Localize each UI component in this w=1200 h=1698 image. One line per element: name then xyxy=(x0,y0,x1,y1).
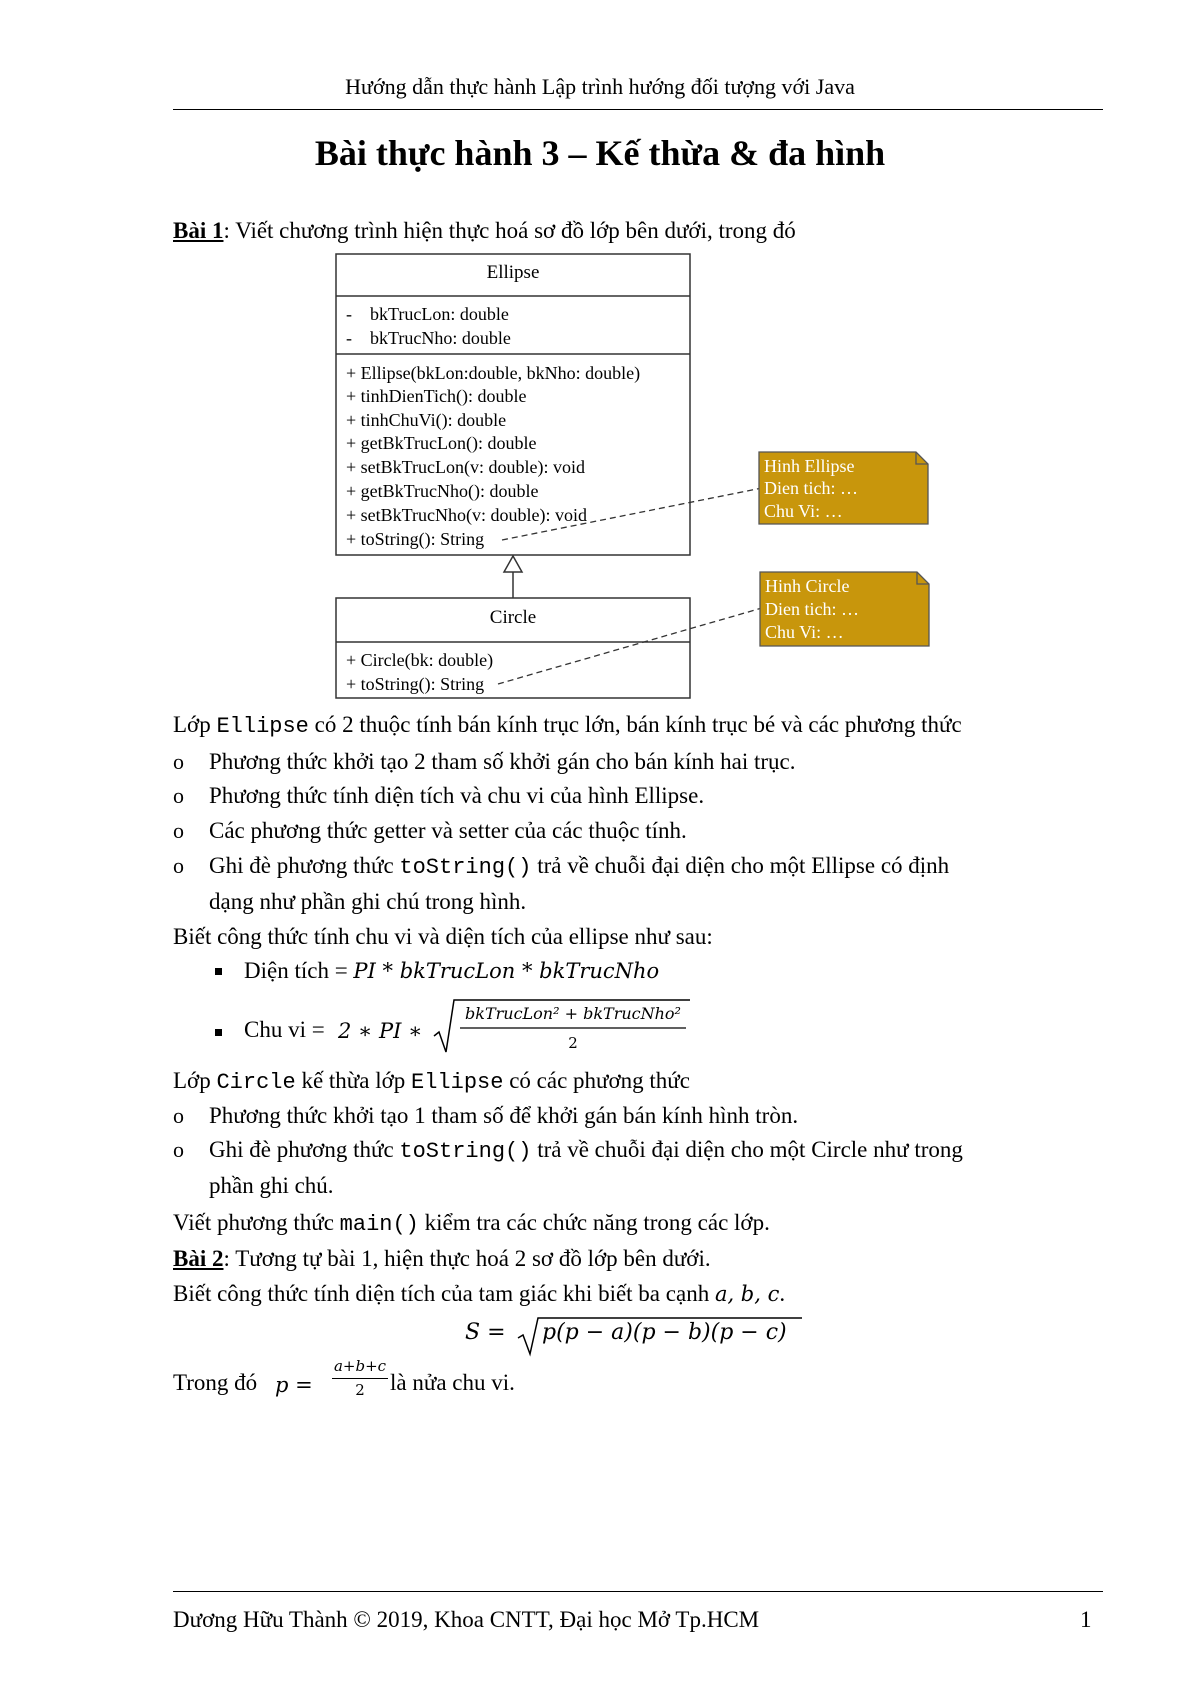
heron-radicand: p(p − a)(p − b)(p − c) xyxy=(542,1320,787,1345)
triangle-vars: a, b, c xyxy=(714,1282,780,1306)
area-formula xyxy=(244,958,659,984)
para1-text-a: Lớp xyxy=(173,712,217,737)
ellipse-attr-2: - bkTrucNho: double xyxy=(346,328,511,348)
ellipse-class-box xyxy=(336,254,690,555)
page-footer: Dương Hữu Thành © 2019, Khoa CNTT, Đại học Mở Tp.HCM xyxy=(173,1607,760,1632)
bai2-heading xyxy=(173,1246,711,1272)
p-definition-end: là nửa chu vi. xyxy=(390,1370,515,1395)
list1-item-4-cont: dạng như phần ghi chú trong hình. xyxy=(209,889,527,914)
ellipse-note-line-3: Chu Vi: … xyxy=(764,501,843,521)
perimeter-expression: 2 ∗ PI ∗ xyxy=(338,1019,423,1043)
bullet-marker: o xyxy=(173,1103,184,1128)
ellipse-method-7: + setBkTrucNho(v: double): void xyxy=(346,505,587,525)
p-symbol: p = xyxy=(275,1373,313,1397)
p-denominator: 2 xyxy=(355,1381,365,1399)
list1-item4-text-a: Ghi đè phương thức xyxy=(209,853,400,878)
footer-divider xyxy=(173,1591,1103,1592)
code-tostring: toString() xyxy=(399,855,532,880)
list2-item-2 xyxy=(209,1137,963,1164)
code-main: main() xyxy=(339,1212,419,1237)
perimeter-label: Chu vi = xyxy=(244,1017,325,1042)
list1-item-4 xyxy=(209,853,949,880)
p-numerator: a+b+c xyxy=(333,1357,387,1375)
ellipse-method-8: + toString(): String xyxy=(346,529,485,549)
bullet-marker: o xyxy=(173,749,184,774)
circle-note xyxy=(760,572,929,646)
circle-method-2: + toString(): String xyxy=(346,674,485,694)
square-bullet xyxy=(215,968,222,975)
area-expression: PI * bkTrucLon * bkTrucNho xyxy=(353,959,660,983)
square-bullet xyxy=(215,1029,222,1036)
code-tostring: toString() xyxy=(399,1139,532,1164)
bullet-marker: o xyxy=(173,1137,184,1162)
ellipse-attr-1: - bkTrucLon: double xyxy=(346,304,509,324)
para1-text-b: có 2 thuộc tính bán kính trục lớn, bán kính trục bé và các phương thức xyxy=(308,712,962,737)
main-method-instruction xyxy=(173,1210,770,1237)
list2-item2-text-b: trả về chuỗi đại diện cho một Circle như trong xyxy=(531,1137,963,1162)
para3-text-a: Viết phương thức xyxy=(173,1210,340,1235)
ellipse-method-2: + tinhDienTich(): double xyxy=(346,386,527,406)
list2-item-1: Phương thức khởi tạo 1 tham số để khởi gán bán kính hình tròn. xyxy=(209,1103,799,1128)
p-definition-text: Trong đó xyxy=(173,1370,258,1395)
para2-text-b: kế thừa lớp xyxy=(295,1068,412,1093)
heron-lhs: S = xyxy=(465,1320,506,1345)
page-number: 1 xyxy=(1080,1607,1092,1632)
inheritance-arrow xyxy=(504,556,522,598)
bai2-label: Bài 2 xyxy=(173,1246,224,1271)
circle-class-name: Circle xyxy=(489,607,537,628)
bai2-text: : Tương tự bài 1, hiện thực hoá 2 sơ đồ lớp bên dưới. xyxy=(223,1246,711,1271)
ellipse-method-5: + setBkTrucLon(v: double): void xyxy=(346,457,585,477)
ellipse-method-3: + tinhChuVi(): double xyxy=(346,410,507,430)
triangle-intro xyxy=(173,1281,785,1307)
code-ellipse: Ellipse xyxy=(216,714,309,739)
list2-item2-text-a: Ghi đè phương thức xyxy=(209,1137,400,1162)
formula-intro: Biết công thức tính chu vi và diện tích của ellipse như sau: xyxy=(173,924,713,949)
list1-item-1: Phương thức khởi tạo 2 tham số khởi gán cho bán kính hai trục. xyxy=(209,749,796,774)
bai1-label: Bài 1 xyxy=(173,218,224,243)
circle-class-box xyxy=(336,598,690,698)
list1-item4-text-b: trả về chuỗi đại diện cho một Ellipse có định xyxy=(531,853,950,878)
bullet-marker: o xyxy=(173,818,184,843)
page-title: Bài thực hành 3 – Kế thừa & đa hình xyxy=(314,133,886,173)
bullet-marker: o xyxy=(173,853,184,878)
circle-note-line-2: Dien tich: … xyxy=(765,599,859,619)
ellipse-method-4: + getBkTrucLon(): double xyxy=(346,433,537,453)
para2-text-a: Lớp xyxy=(173,1068,217,1093)
list1-item-2: Phương thức tính diện tích và chu vi của hình Ellipse. xyxy=(209,783,705,808)
ellipse-class-name: Ellipse xyxy=(486,262,540,283)
p-fraction-bar xyxy=(332,1378,388,1379)
perimeter-denominator: 2 xyxy=(568,1034,578,1052)
uml-class-diagram xyxy=(0,0,1200,720)
bai1-text: : Viết chương trình hiện thực hoá sơ đồ lớp bên dưới, trong đó xyxy=(223,218,796,243)
circle-method-1: + Circle(bk: double) xyxy=(346,650,494,670)
bullet-marker: o xyxy=(173,783,184,808)
list1-item-3: Các phương thức getter và setter của các thuộc tính. xyxy=(209,818,687,843)
para2-text-c: có các phương thức xyxy=(503,1068,690,1093)
ellipse-method-6: + getBkTrucNho(): double xyxy=(346,481,539,501)
ellipse-description xyxy=(173,712,962,739)
triangle-intro-text: Biết công thức tính diện tích của tam giác khi biết ba cạnh xyxy=(173,1281,715,1306)
circle-note-line-1: Hinh Circle xyxy=(765,576,850,596)
ellipse-note-line-2: Dien tich: … xyxy=(764,478,858,498)
triangle-intro-end: . xyxy=(779,1281,786,1306)
list2-item-2-cont: phần ghi chú. xyxy=(209,1173,334,1198)
area-label: Diện tích = xyxy=(244,958,354,983)
circle-description xyxy=(173,1068,690,1095)
perimeter-numerator: bkTrucLon² + bkTrucNho² xyxy=(465,1004,681,1023)
ellipse-note xyxy=(759,452,928,524)
circle-note-line-3: Chu Vi: … xyxy=(765,622,844,642)
para3-text-b: kiểm tra các chức năng trong các lớp. xyxy=(418,1210,770,1235)
code-ellipse: Ellipse xyxy=(411,1070,504,1095)
page-header: Hướng dẫn thực hành Lập trình hướng đối tượng với Java xyxy=(345,74,855,99)
ellipse-note-line-1: Hinh Ellipse xyxy=(764,456,855,476)
code-circle: Circle xyxy=(216,1070,296,1095)
ellipse-method-1: + Ellipse(bkLon:double, bkNho: double) xyxy=(346,363,641,383)
